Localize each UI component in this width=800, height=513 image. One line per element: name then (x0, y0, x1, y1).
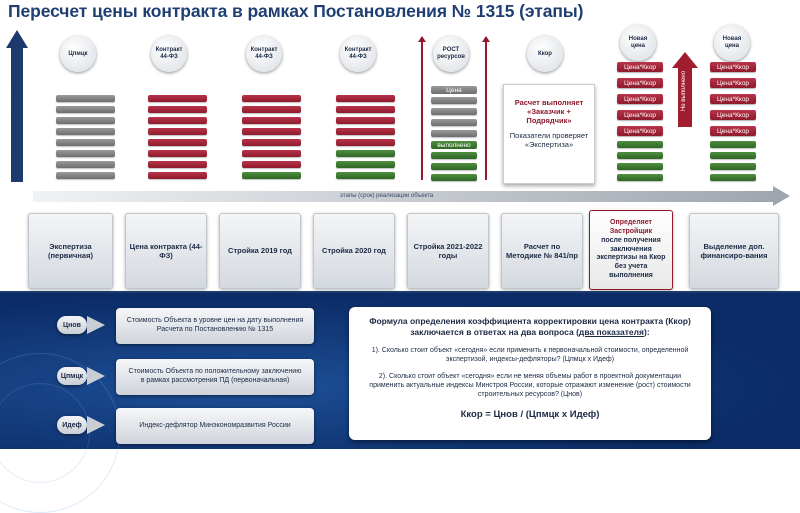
kkor-bar: Цена*Ккор (617, 126, 663, 136)
circle-label: Новая цена (620, 25, 656, 61)
circle-label: Контракт 44-ФЗ (151, 36, 187, 72)
kkor-bar: Цена*Ккор (617, 78, 663, 88)
pill-arrow (87, 416, 105, 434)
pill-arrow (87, 367, 105, 385)
formula-heading-line1: Формула определения коэффициента корректировки цена контракта (Ккор) (369, 316, 691, 326)
kkor-bar: Цена*Ккор (710, 94, 756, 104)
growth-arrow-left (421, 40, 423, 180)
pill-tsnov: Цнов (57, 316, 87, 334)
definition-tspmck: Стоимость Объекта по положительному заключению в рамках рассмотрения ПД (первоначальная) (116, 359, 314, 395)
circle-label: Контракт 44-ФЗ (246, 36, 282, 72)
kkor-bar: Цена*Ккор (617, 110, 663, 120)
kkor-bar: Цена*Ккор (710, 126, 756, 136)
kkor-bar: Цена*Ккор (617, 94, 663, 104)
price-bar-label: Цена (431, 86, 477, 94)
circle-label: Ккор (527, 36, 563, 72)
stage-expertise: Экспертиза (первичная) (28, 213, 113, 289)
circle-label: Контракт 44-ФЗ (340, 36, 376, 72)
done-bar-label: выполнено (431, 141, 477, 149)
formula-heading (349, 316, 711, 338)
stage-construction-2021-2022: Стройка 2021-2022 годы (407, 213, 489, 289)
stage-additional-financing: Выделение доп. финансиро-вания (689, 213, 779, 289)
vertical-axis-label: Стоимость объекта (9, 83, 19, 152)
circle-label: РОСТ ресурсов (433, 36, 469, 72)
formula-box (349, 307, 711, 440)
stage-construction-2020: Стройка 2020 год (313, 213, 395, 289)
pill-arrow (87, 316, 105, 334)
pill-tspmck: Цпмцк (57, 367, 87, 385)
kkor-bar: Цена*Ккор (710, 78, 756, 88)
stage-methodology-calc: Расчет по Методике № 841/пр (501, 213, 583, 289)
formula-question-1: 1). Сколько стоит объект «сегодня» если применить к первоначальной стоимости, определенной экспертизой, индексы-дефляторы? (Цпмцк х Идеф) (371, 347, 689, 364)
definition-tsnov: Стоимость Объекта в уровне цен на дату выполнения Расчета по Постановлению № 1315 (116, 308, 314, 344)
calculation-box (503, 84, 595, 184)
definition-idef: Индекс-дефлятор Минэкономразвития России (116, 408, 314, 444)
circle-label: Новая цена (714, 25, 750, 61)
kkor-bar: Цена*Ккор (617, 62, 663, 72)
formula-expression: Ккор = Цнов / (Цпмцк х Идеф) (460, 408, 600, 420)
formula-heading-underlined: два показателя (578, 327, 645, 338)
stage-contract-price: Цена контракта (44-ФЗ) (125, 213, 207, 289)
horizontal-axis-label: этапы (срок) реализации объекта (340, 193, 434, 199)
stage-red-body: после получения заключения экспертизы на Ккор без учета выполнения (596, 236, 666, 279)
formula-heading-line2: заключается в ответах на два вопроса ( (410, 327, 579, 338)
stage-red-title: Определяет Застройщик (609, 219, 653, 236)
kkor-bar: Цена*Ккор (710, 110, 756, 120)
stage-developer-determines (589, 210, 673, 290)
circle-label: Цпмцк (60, 36, 96, 72)
stage-construction-2019: Стройка 2019 год (219, 213, 301, 289)
growth-arrow-right (485, 40, 487, 180)
pill-idef: Идеф (57, 416, 87, 434)
not-done-label: Не выполнено (681, 70, 687, 112)
formula-heading-end: ): (644, 327, 650, 338)
formula-question-2: 2). Сколько стоит объект «сегодня» если не меняя объемы работ в проектной документации применить актуальные индексы Минстроя России, которые отражают изменение (рост) стоимости строительных ресурсов? (Цнов) (369, 373, 691, 399)
calc-verifier-text: Показатели проверяет «Экспертиза» (509, 131, 589, 149)
page-title: Пересчет цены контракта в рамках Постановления № 1315 (этапы) (8, 1, 584, 21)
kkor-bar: Цена*Ккор (710, 62, 756, 72)
calc-performer-text: Расчет выполняет «Заказчик + Подрядчик» (514, 98, 584, 125)
